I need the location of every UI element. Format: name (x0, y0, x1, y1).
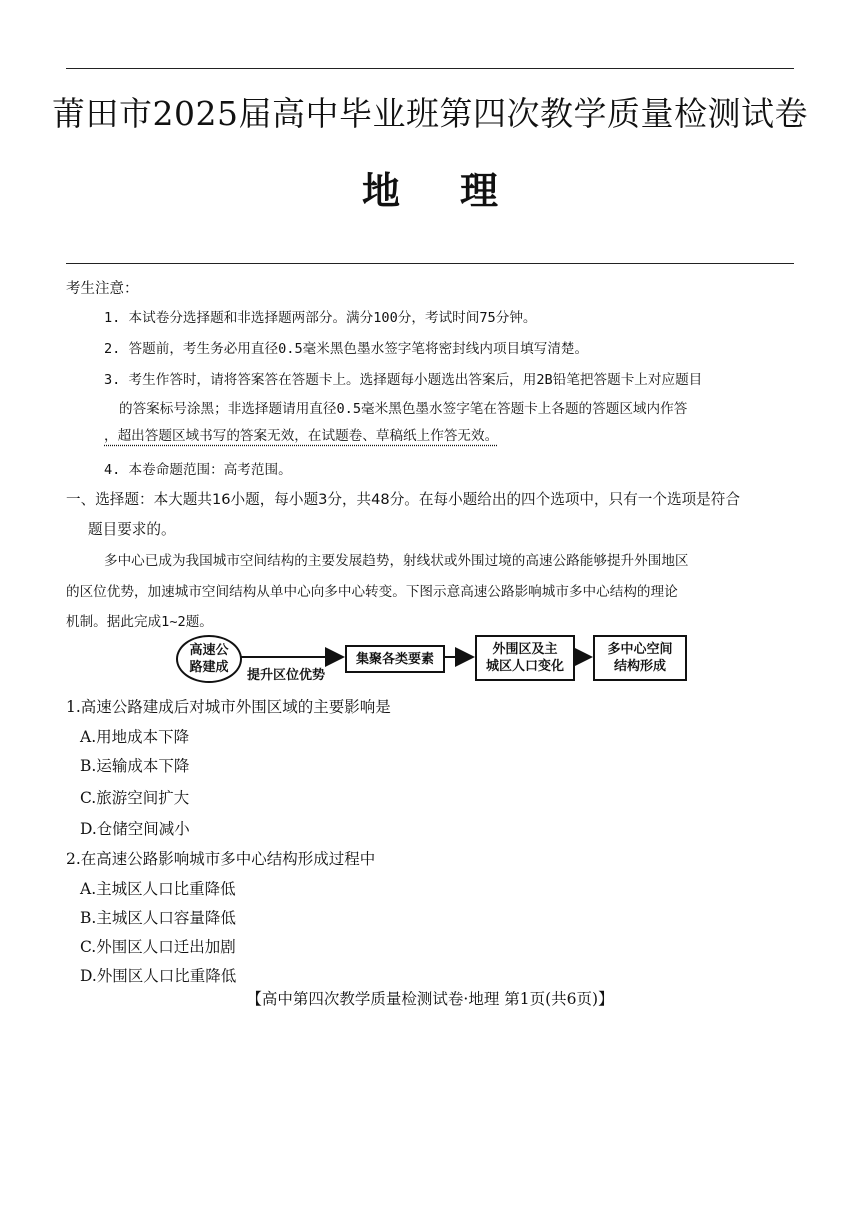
passage-line: 多中心已成为我国城市空间结构的主要发展趋势，射线状或外围过境的高速公路能够提升外围地区 (104, 553, 689, 569)
diagram-node-population (475, 635, 575, 681)
passage-line: 的区位优势，加速城市空间结构从单中心向多中心转变。下图示意高速公路影响城市多中心结构的理论 (66, 584, 678, 600)
question-option: D.仓储空间减小 (80, 820, 190, 838)
notice-item: 的答案标号涂黑；非选择题请用直径0.5毫米黑色墨水签字笔在答题卡上各题的答题区域内作答 (119, 401, 688, 417)
diagram-edge-label: 提升区位优势 (247, 668, 326, 683)
node-label: 多中心空间 结构形成 (607, 642, 673, 674)
notice-item: ，超出答题区域书写的答案无效，在试题卷、草稿纸上作答无效。 (104, 428, 499, 444)
question-option: D.外围区人口比重降低 (80, 967, 237, 985)
exam-title: 莆田市2025届高中毕业班第四次教学质量检测试卷 (52, 94, 808, 133)
node-label: 高速公 路建成 (189, 643, 229, 675)
question-option: B.运输成本下降 (80, 757, 190, 775)
notice-item: 4. 本卷命题范围：高考范围。 (104, 462, 292, 478)
question-option: C.旅游空间扩大 (80, 789, 190, 807)
question-stem: 1.高速公路建成后对城市外围区域的主要影响是 (66, 698, 391, 716)
question-stem: 2.在高速公路影响城市多中心结构形成过程中 (66, 850, 376, 868)
page-footer: 【高中第四次教学质量检测试卷·地理 第1页(共6页)】 (246, 990, 614, 1008)
subject-char: 理 (460, 169, 499, 213)
notice-item: 3. 考生作答时，请将答案答在答题卡上。选择题每小题选出答案后，用2B铅笔把答题卡上对应题目 (104, 372, 703, 388)
notice-item: 2. 答题前，考生务必用直径0.5毫米黑色墨水签字笔将密封线内项目填写清楚。 (104, 341, 589, 357)
question-option: B.主城区人口容量降低 (80, 909, 236, 927)
diagram-node-agglomeration (345, 645, 445, 673)
diagram-node-polycentric (593, 635, 687, 681)
section-heading-cont: 题目要求的。 (88, 521, 176, 538)
question-option: A.用地成本下降 (80, 728, 190, 746)
passage-line: 机制。据此完成1~2题。 (66, 614, 213, 630)
diagram-node-highway (176, 635, 242, 683)
subject-char: 地 (361, 169, 400, 213)
section-heading: 一、选择题：本大题共16小题，每小题3分，共48分。在每小题给出的四个选项中，只有一个选项是符合 (66, 491, 740, 508)
notice-item: 1. 本试卷分选择题和非选择题两部分。满分100分，考试时间75分钟。 (104, 310, 537, 326)
node-label: 外围区及主 城区人口变化 (485, 642, 564, 674)
question-option: A.主城区人口比重降低 (80, 880, 236, 898)
node-label: 集聚各类要素 (355, 651, 434, 667)
notice-heading: 考生注意： (66, 281, 139, 297)
question-option: C.外围区人口迁出加剧 (80, 938, 236, 956)
